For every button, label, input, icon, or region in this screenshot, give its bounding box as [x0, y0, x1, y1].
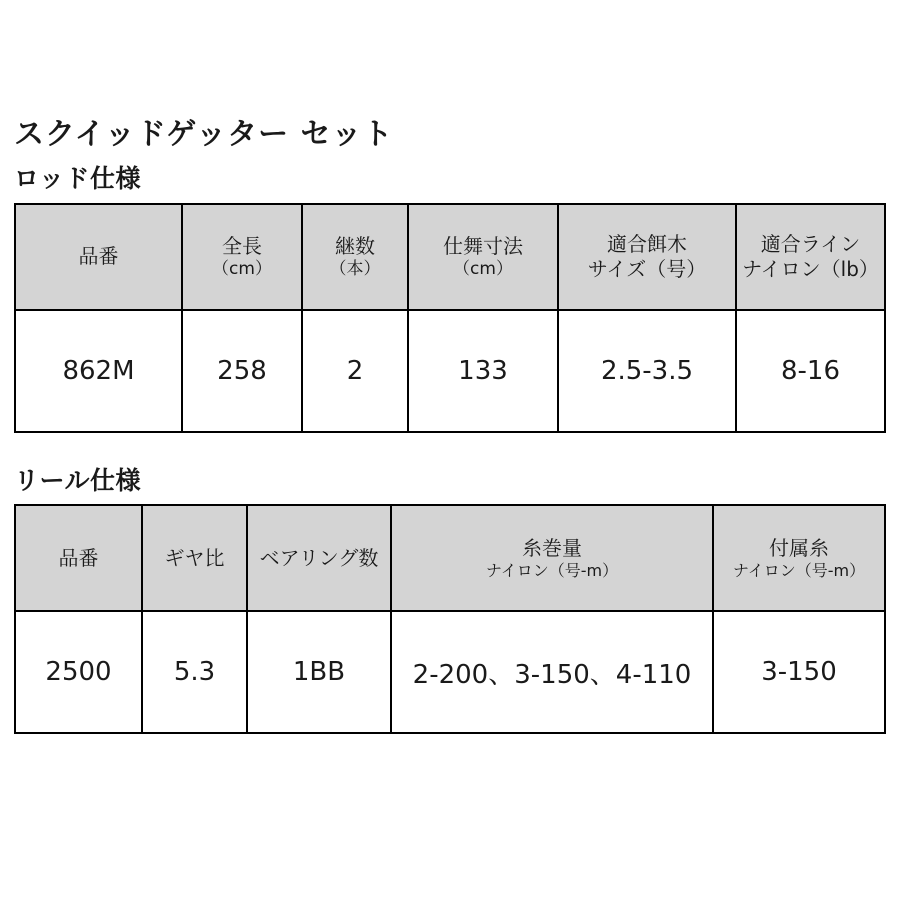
header-line-2: （本）: [329, 258, 381, 279]
header-line-2: （cm）: [453, 258, 513, 279]
rod-spec-heading: ロッド仕様: [14, 164, 142, 193]
cell-gear-ratio: 5.3: [142, 611, 247, 733]
header-line-1: 適合餌木: [607, 231, 687, 256]
cell-sections: 2: [302, 310, 408, 432]
cell-bearing-count: 1BB: [247, 611, 391, 733]
header-cell-line-rating: [736, 204, 885, 310]
header-cell-bearing-count: [247, 505, 391, 611]
header-line-2: ナイロン（lb）: [742, 256, 879, 281]
table-header-row: [15, 505, 885, 611]
header-line-1: 適合ライン: [760, 231, 861, 256]
header-line-1: ベアリング数: [259, 545, 379, 570]
header-cell-total-length: [182, 204, 302, 310]
header-line-1: 仕舞寸法: [443, 233, 523, 258]
header-cell-gear-ratio: [142, 505, 247, 611]
reel-spec-table: [14, 504, 886, 734]
header-line-1: 継数: [335, 233, 375, 258]
cell-model-number: 862M: [15, 310, 182, 432]
header-cell-included-line: [713, 505, 885, 611]
header-cell-line-capacity: [391, 505, 713, 611]
header-line-1: 品番: [58, 545, 99, 570]
header-line-2: ナイロン（号-m）: [485, 560, 619, 580]
cell-model-number: 2500: [15, 611, 142, 733]
header-line-2: （cm）: [212, 258, 272, 279]
header-line-1: 付属糸: [769, 535, 829, 560]
table-row: [15, 310, 885, 432]
rod-spec-table: [14, 203, 886, 433]
table-header-row: [15, 204, 885, 310]
cell-closed-length: 133: [408, 310, 558, 432]
header-cell-model-number: [15, 505, 142, 611]
header-line-1: ギヤ比: [164, 545, 225, 570]
table-row: [15, 611, 885, 733]
page-title: スクイッドゲッター セット: [14, 117, 394, 152]
header-line-1: 全長: [222, 233, 262, 258]
cell-line-rating: 8-16: [736, 310, 885, 432]
header-cell-model-number: [15, 204, 182, 310]
cell-total-length: 258: [182, 310, 302, 432]
header-line-1: 糸巻量: [522, 535, 582, 560]
header-cell-closed-length: [408, 204, 558, 310]
header-line-1: 品番: [78, 244, 119, 268]
reel-spec-heading: リール仕様: [14, 465, 142, 495]
header-cell-sections: [302, 204, 408, 310]
header-line-2: ナイロン（号-m）: [732, 560, 866, 580]
cell-included-line: 3-150: [713, 611, 885, 733]
cell-line-capacity: 2-200、3-150、4-110: [391, 611, 713, 733]
cell-lure-size: 2.5-3.5: [558, 310, 736, 432]
header-line-2: サイズ（号）: [587, 256, 707, 281]
header-cell-lure-size: [558, 204, 736, 310]
